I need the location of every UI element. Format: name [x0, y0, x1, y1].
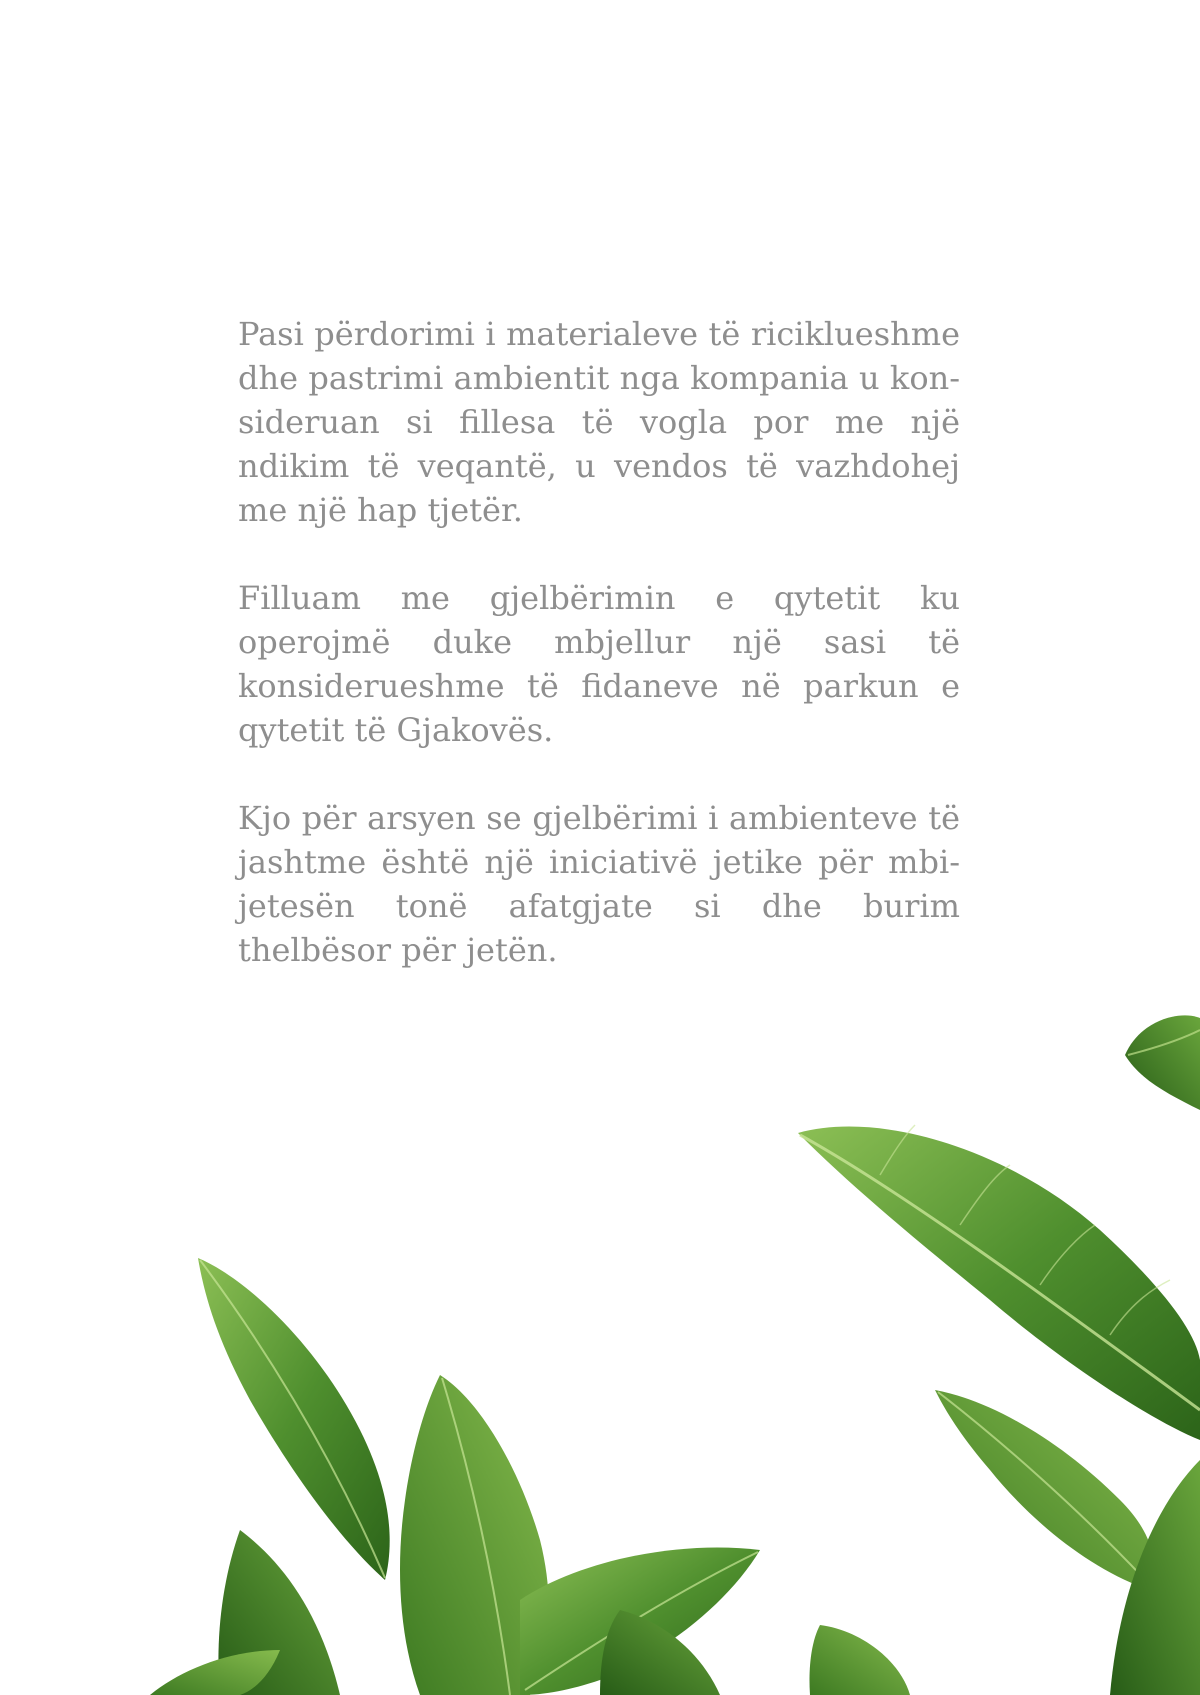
- green-leaves-illustration: [0, 1000, 1200, 1695]
- paragraph-3: Kjo për arsyen se gjelbërimi i ambienteve të jashtme është një iniciativë jetike për mbijetesën tonë afatgjate si dhe burim thelbësor për jetën.: [238, 799, 960, 969]
- leaf-right-lower: [935, 1390, 1154, 1590]
- paragraph-1: Pasi përdorimi i materialeve të riciklueshme dhe pastrimi ambientit nga kompania u konsideruan si fillesa të vogla por me një ndikim të veqantë, u vendos të vazhdohej me një hap tjetër.: [238, 315, 960, 529]
- leaf-top-right: [1125, 1015, 1200, 1110]
- leaf-bottom-small: [600, 1610, 910, 1695]
- body-text: [238, 312, 960, 1016]
- leaf-lower-left: [150, 1530, 340, 1695]
- paragraph-2: Filluam me gjelbërimin e qytetit ku operojmë duke mbjellur një sasi të konsiderueshme të fidaneve në parkun e qytetit të Gjakovës.: [238, 579, 960, 749]
- leaf-large-right: [798, 1125, 1200, 1440]
- leaf-left-tall: [198, 1258, 390, 1580]
